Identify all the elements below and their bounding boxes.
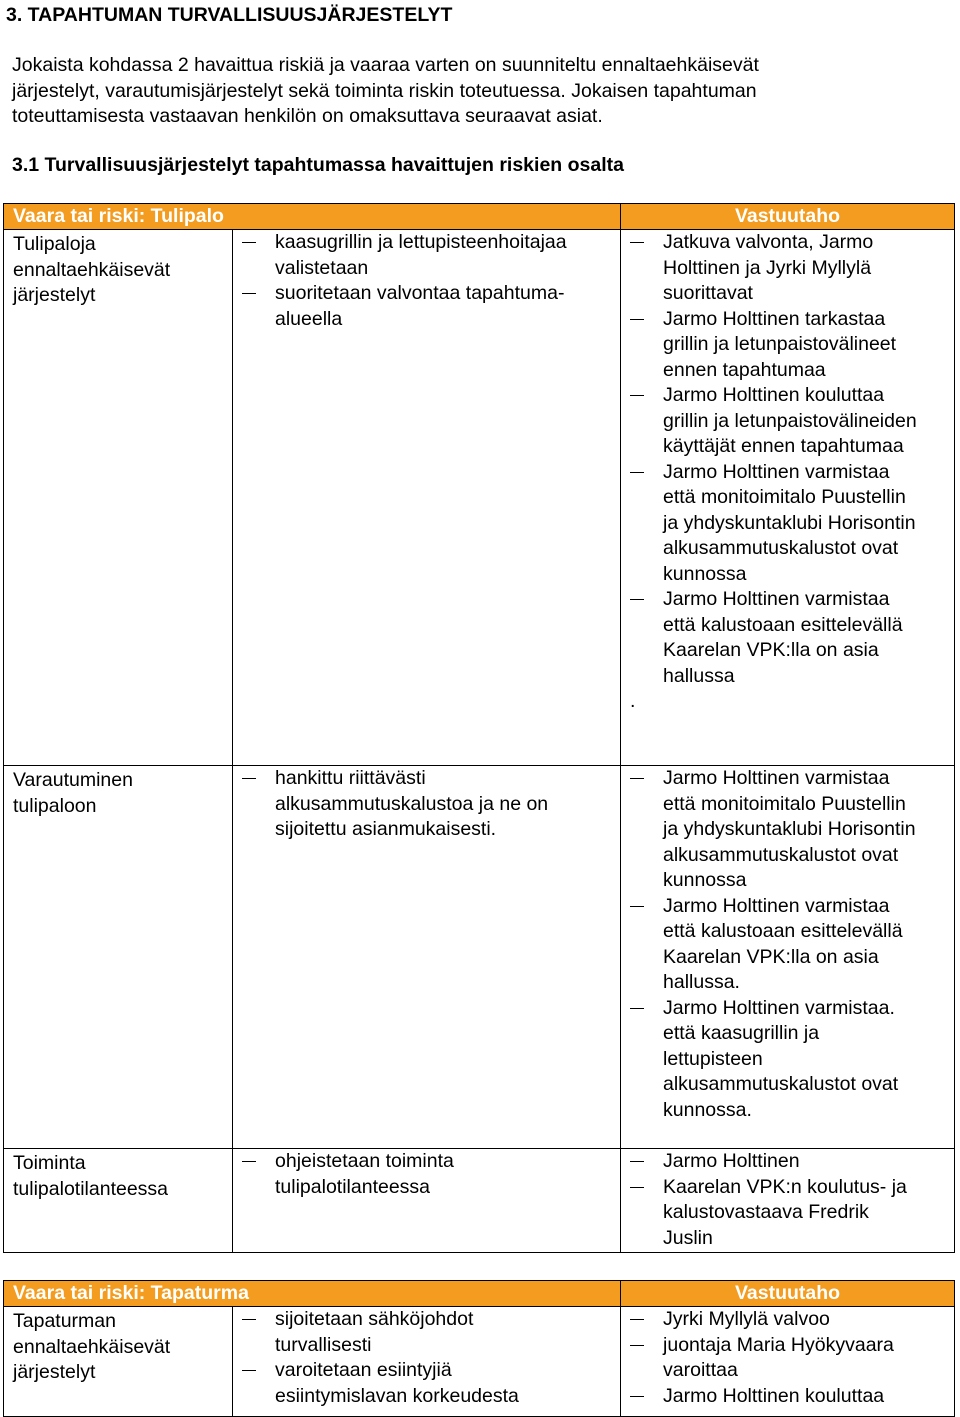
row-label-cell: [4, 766, 233, 1149]
action-item: sijoitetaan sähköjohdot turvallisesti: [233, 1307, 533, 1358]
owner-item: juontaja Maria Hyökyvaara varoittaa: [621, 1333, 921, 1384]
owner-header: Vastuutaho: [734, 1282, 841, 1304]
action-item: ohjeistetaan toiminta tulipalotilanteessa: [233, 1149, 573, 1200]
table-header-row: [4, 1281, 955, 1307]
owners-cell: [621, 1149, 955, 1253]
subsection-title: Turvallisuusjärjestelyt tapahtumassa havaittujen riskien osalta: [44, 154, 624, 176]
intro-line: järjestelyt, varautumisjärjestelyt sekä toiminta riskin toteutuessa. Jokaisen tapahtuman: [12, 79, 757, 102]
row-label: Varautuminen tulipaloon: [13, 769, 133, 817]
owners-cell: [621, 230, 955, 766]
table-header-row: [4, 204, 955, 230]
owner-item: Jatkuva valvonta, Jarmo Holttinen ja Jyrki Myllylä suorittavat: [621, 230, 921, 307]
row-label: Tapaturman ennaltaehkäisevät järjestelyt: [13, 1310, 171, 1383]
owner-item: Jarmo Holttinen kouluttaa grillin ja letunpaistovälineiden käyttäjät ennen tapahtumaa: [621, 383, 921, 460]
risk-label-cell: [4, 204, 621, 230]
intro-paragraph: [12, 53, 892, 130]
owner-item: Jarmo Holttinen varmistaa että monitoimitalo Puustellin ja yhdyskuntaklubi Horisontin alkusammutuskalustot ovat kunnossa: [621, 766, 921, 894]
action-item: hankittu riittävästi alkusammutuskalustoa ja ne on sijoitettu asianmukaisesti.: [233, 766, 573, 843]
owner-header-cell: [621, 204, 955, 230]
section-heading: 3. TAPAHTUMAN TURVALLISUUSJÄRJESTELYT: [6, 4, 453, 26]
row-label-cell: [4, 230, 233, 766]
row-label-cell: [4, 1149, 233, 1253]
subsection-heading: [12, 154, 624, 177]
risk-table-fire: [3, 203, 955, 1253]
owner-item: Jyrki Myllylä valvoo: [621, 1307, 921, 1333]
table-row: [4, 230, 955, 766]
risk-label: Vaara tai riski: Tapaturma: [13, 1282, 249, 1304]
owner-item: Jarmo Holttinen varmistaa että monitoimitalo Puustellin ja yhdyskuntaklubi Horisontin alkusammutuskalustot ovat kunnossa: [621, 460, 921, 588]
owner-header-cell: [621, 1281, 955, 1307]
owner-item: Jarmo Holttinen varmistaa että kalustoaan esittelevällä Kaarelan VPK:lla on asia hallussa.: [621, 894, 921, 996]
owners-cell: [621, 1307, 955, 1417]
trailing-mark: .: [630, 690, 636, 712]
row-label-cell: [4, 1307, 233, 1417]
table-row: [4, 766, 955, 1149]
owner-item: Kaarelan VPK:n koulutus- ja kalustovastaava Fredrik Juslin: [621, 1175, 921, 1252]
table-row: [4, 1149, 955, 1253]
actions-cell: [233, 1307, 621, 1417]
subsection-number: 3.1: [12, 154, 40, 176]
intro-line: toteuttamisesta vastaavan henkilön on omaksuttava seuraavat asiat.: [12, 105, 603, 127]
risk-table-accident: [3, 1280, 955, 1417]
action-item: kaasugrillin ja lettupisteenhoitajaa valistetaan: [233, 230, 573, 281]
intro-line: Jokaista kohdassa 2 havaittua riskiä ja vaaraa varten on suunniteltu ennaltaehkäisevät: [12, 54, 759, 76]
action-item: varoitetaan esiintyjiä esiintymislavan korkeudesta: [233, 1358, 533, 1409]
row-label: Toiminta tulipalotilanteessa: [13, 1152, 169, 1200]
owner-item: Jarmo Holttinen tarkastaa grillin ja letunpaistovälineet ennen tapahtumaa: [621, 307, 921, 384]
owner-item: Jarmo Holttinen kouluttaa: [621, 1384, 921, 1410]
actions-cell: [233, 1149, 621, 1253]
actions-cell: [233, 230, 621, 766]
table-row: [4, 1307, 955, 1417]
risk-label: Vaara tai riski: Tulipalo: [13, 205, 224, 227]
owner-item: Jarmo Holttinen: [621, 1149, 921, 1175]
owners-cell: [621, 766, 955, 1149]
owner-header: Vastuutaho: [734, 205, 841, 227]
actions-cell: [233, 766, 621, 1149]
risk-label-cell: [4, 1281, 621, 1307]
owner-item: Jarmo Holttinen varmistaa että kalustoaan esittelevällä Kaarelan VPK:lla on asia hallussa: [621, 587, 921, 689]
action-item: suoritetaan valvontaa tapahtuma-alueella: [233, 281, 573, 332]
owner-item: Jarmo Holttinen varmistaa. että kaasugrillin ja lettupisteen alkusammutuskalustot ovat kunnossa.: [621, 996, 921, 1124]
row-label: Tulipaloja ennaltaehkäisevät järjestelyt: [13, 233, 171, 306]
